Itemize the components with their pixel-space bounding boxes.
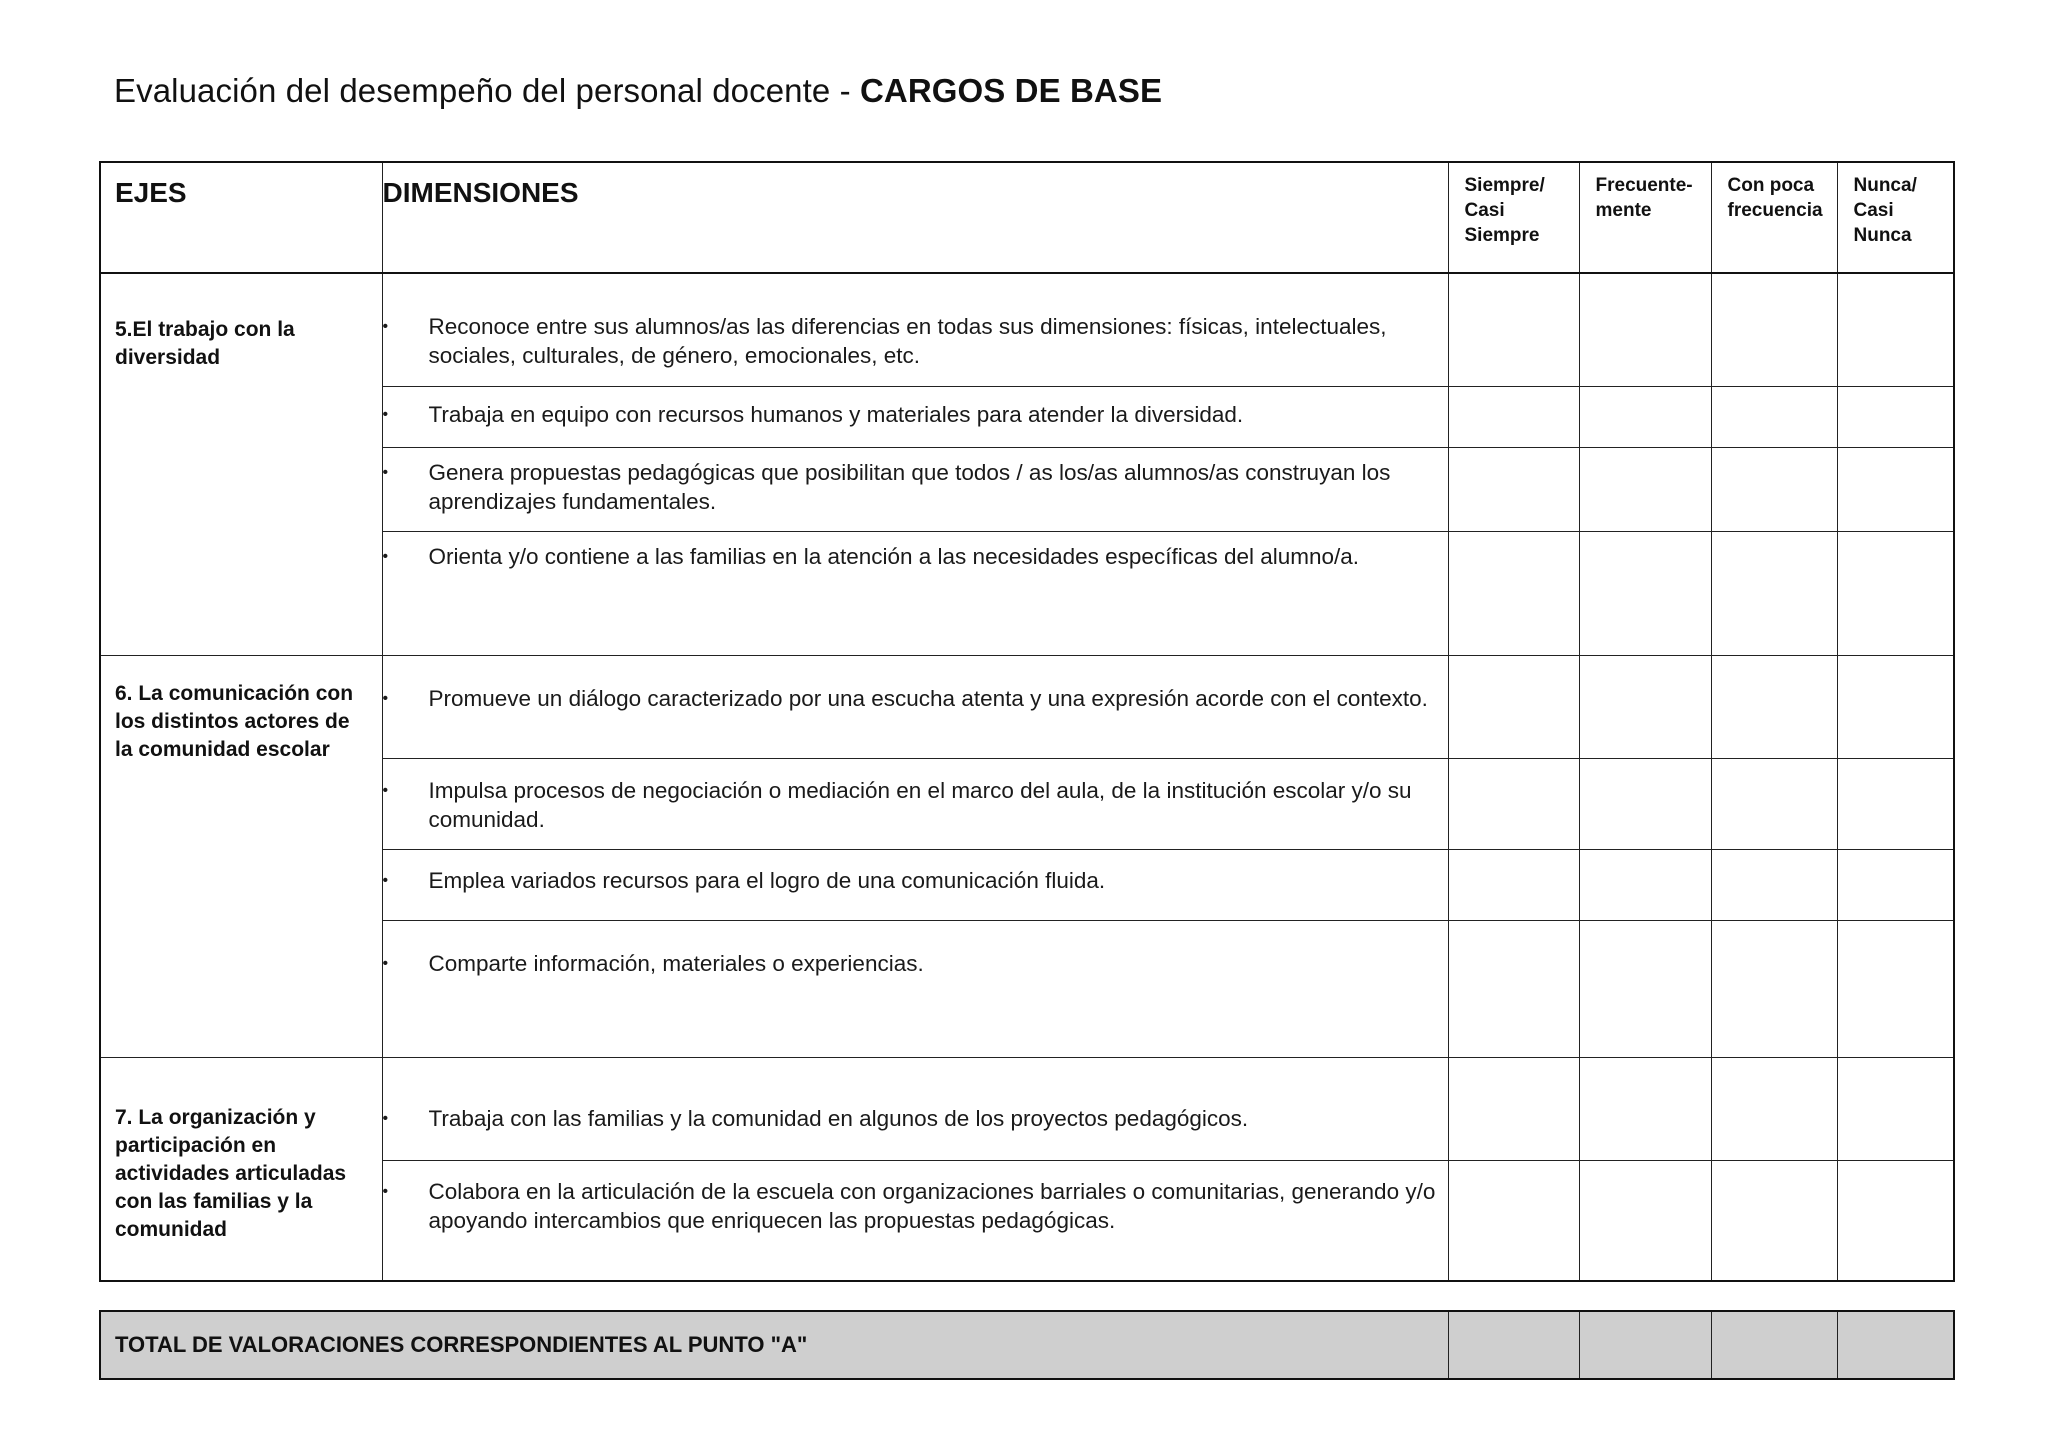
header-rating-frecuentemente: Frecuente- mente	[1579, 162, 1711, 273]
rating-cell-poca-frecuencia[interactable]	[1711, 386, 1837, 447]
table-row	[100, 273, 1954, 386]
rating-cell-poca-frecuencia[interactable]	[1711, 1057, 1837, 1160]
dimension-text: Promueve un diálogo caracterizado por una escucha atenta y una expresión acorde con el contexto.	[428, 685, 1428, 711]
bullet-icon: •	[382, 547, 389, 565]
dimension-text: Emplea variados recursos para el logro de una comunicación fluida.	[428, 867, 1106, 893]
rating-cell-nunca[interactable]	[1837, 386, 1954, 447]
rating-cell-siempre[interactable]	[1448, 273, 1579, 386]
dimension-text: Comparte información, materiales o experiencias.	[428, 950, 924, 976]
dimension-item	[382, 1057, 1448, 1160]
rating-cell-nunca[interactable]	[1837, 849, 1954, 920]
rating-cell-siempre[interactable]	[1448, 920, 1579, 1057]
rating-cell-poca-frecuencia[interactable]	[1711, 655, 1837, 758]
eje-label: 6. La comunicación con los distintos actores de la comunidad escolar	[100, 655, 382, 1057]
dimension-item	[382, 849, 1448, 920]
total-table	[99, 1310, 1955, 1380]
evaluation-table	[99, 161, 1955, 1282]
dimension-text: Colabora en la articulación de la escuela con organizaciones barriales o comunitarias, generando y/o apoyando intercambios que enriquecen las propuestas pedagógicas.	[428, 1178, 1436, 1233]
rating-cell-poca-frecuencia[interactable]	[1711, 758, 1837, 849]
rating-cell-nunca[interactable]	[1837, 655, 1954, 758]
rating-cell-frecuentemente[interactable]	[1579, 655, 1711, 758]
dimension-item	[382, 758, 1448, 849]
bullet-icon: •	[382, 689, 389, 707]
page-title	[114, 72, 1162, 110]
bullet-icon: •	[382, 405, 389, 423]
rating-cell-frecuentemente[interactable]	[1579, 849, 1711, 920]
rating-cell-poca-frecuencia[interactable]	[1711, 531, 1837, 655]
header-ejes: EJES	[100, 162, 382, 273]
rating-cell-siempre[interactable]	[1448, 1057, 1579, 1160]
header-rating-poca-frecuencia: Con poca frecuencia	[1711, 162, 1837, 273]
eje-label: 7. La organización y participación en actividades articuladas con las familias y la comunidad	[100, 1057, 382, 1281]
rating-cell-poca-frecuencia[interactable]	[1711, 273, 1837, 386]
header-row	[100, 162, 1954, 273]
rating-cell-frecuentemente[interactable]	[1579, 758, 1711, 849]
page-title-normal: Evaluación del desempeño del personal docente -	[114, 72, 860, 109]
dimension-item	[382, 273, 1448, 386]
rating-cell-siempre[interactable]	[1448, 849, 1579, 920]
rating-cell-siempre[interactable]	[1448, 655, 1579, 758]
rating-cell-nunca[interactable]	[1837, 1057, 1954, 1160]
total-cell-poca-frecuencia[interactable]	[1711, 1311, 1837, 1379]
dimension-item	[382, 655, 1448, 758]
dimension-item	[382, 447, 1448, 531]
dimension-text: Reconoce entre sus alumnos/as las diferencias en todas sus dimensiones: físicas, intelectuales, sociales, culturales, de género, emocionales, etc.	[428, 314, 1387, 368]
dimension-text: Trabaja con las familias y la comunidad en algunos de los proyectos pedagógicos.	[428, 1105, 1249, 1131]
rating-cell-frecuentemente[interactable]	[1579, 920, 1711, 1057]
rating-cell-nunca[interactable]	[1837, 920, 1954, 1057]
table-row	[100, 1057, 1954, 1160]
rating-cell-nunca[interactable]	[1837, 1160, 1954, 1281]
total-cell-nunca[interactable]	[1837, 1311, 1954, 1379]
total-label: TOTAL DE VALORACIONES CORRESPONDIENTES AL PUNTO "A"	[100, 1311, 1448, 1379]
bullet-icon: •	[382, 1182, 389, 1200]
rating-cell-siempre[interactable]	[1448, 531, 1579, 655]
rating-cell-poca-frecuencia[interactable]	[1711, 920, 1837, 1057]
dimension-item	[382, 531, 1448, 655]
rating-cell-siempre[interactable]	[1448, 447, 1579, 531]
bullet-icon: •	[382, 781, 389, 799]
table-row	[100, 655, 1954, 758]
dimension-item	[382, 1160, 1448, 1281]
rating-cell-frecuentemente[interactable]	[1579, 447, 1711, 531]
header-rating-nunca: Nunca/ Casi Nunca	[1837, 162, 1954, 273]
page-title-bold: CARGOS DE BASE	[859, 72, 1163, 109]
rating-cell-frecuentemente[interactable]	[1579, 386, 1711, 447]
total-cell-frecuentemente[interactable]	[1579, 1311, 1711, 1379]
rating-cell-nunca[interactable]	[1837, 447, 1954, 531]
rating-cell-siempre[interactable]	[1448, 758, 1579, 849]
bullet-icon: •	[382, 463, 389, 481]
dimension-text: Trabaja en equipo con recursos humanos y materiales para atender la diversidad.	[428, 401, 1244, 427]
rating-cell-siempre[interactable]	[1448, 386, 1579, 447]
dimension-text: Orienta y/o contiene a las familias en la atención a las necesidades específicas del alumno/a.	[428, 543, 1360, 569]
bullet-icon: •	[382, 1109, 389, 1127]
dimension-item	[382, 386, 1448, 447]
rating-cell-nunca[interactable]	[1837, 758, 1954, 849]
header-rating-siempre: Siempre/ Casi Siempre	[1448, 162, 1579, 273]
rating-cell-frecuentemente[interactable]	[1579, 531, 1711, 655]
rating-cell-poca-frecuencia[interactable]	[1711, 1160, 1837, 1281]
dimension-text: Impulsa procesos de negociación o mediación en el marco del aula, de la institución escolar y/o su comunidad.	[428, 777, 1412, 832]
rating-cell-poca-frecuencia[interactable]	[1711, 849, 1837, 920]
dimension-item	[382, 920, 1448, 1057]
bullet-icon: •	[382, 318, 389, 335]
header-dimensiones: DIMENSIONES	[382, 162, 1448, 273]
rating-cell-frecuentemente[interactable]	[1579, 1057, 1711, 1160]
eje-label: 5.El trabajo con la diversidad	[100, 273, 382, 655]
rating-cell-nunca[interactable]	[1837, 531, 1954, 655]
bullet-icon: •	[382, 871, 389, 889]
rating-cell-frecuentemente[interactable]	[1579, 273, 1711, 386]
rating-cell-poca-frecuencia[interactable]	[1711, 447, 1837, 531]
rating-cell-frecuentemente[interactable]	[1579, 1160, 1711, 1281]
bullet-icon: •	[382, 954, 389, 972]
rating-cell-siempre[interactable]	[1448, 1160, 1579, 1281]
dimension-text: Genera propuestas pedagógicas que posibilitan que todos / as los/as alumnos/as construyan los aprendizajes fundamentales.	[428, 459, 1391, 514]
total-cell-siempre[interactable]	[1448, 1311, 1579, 1379]
rating-cell-nunca[interactable]	[1837, 273, 1954, 386]
total-row	[100, 1311, 1954, 1379]
